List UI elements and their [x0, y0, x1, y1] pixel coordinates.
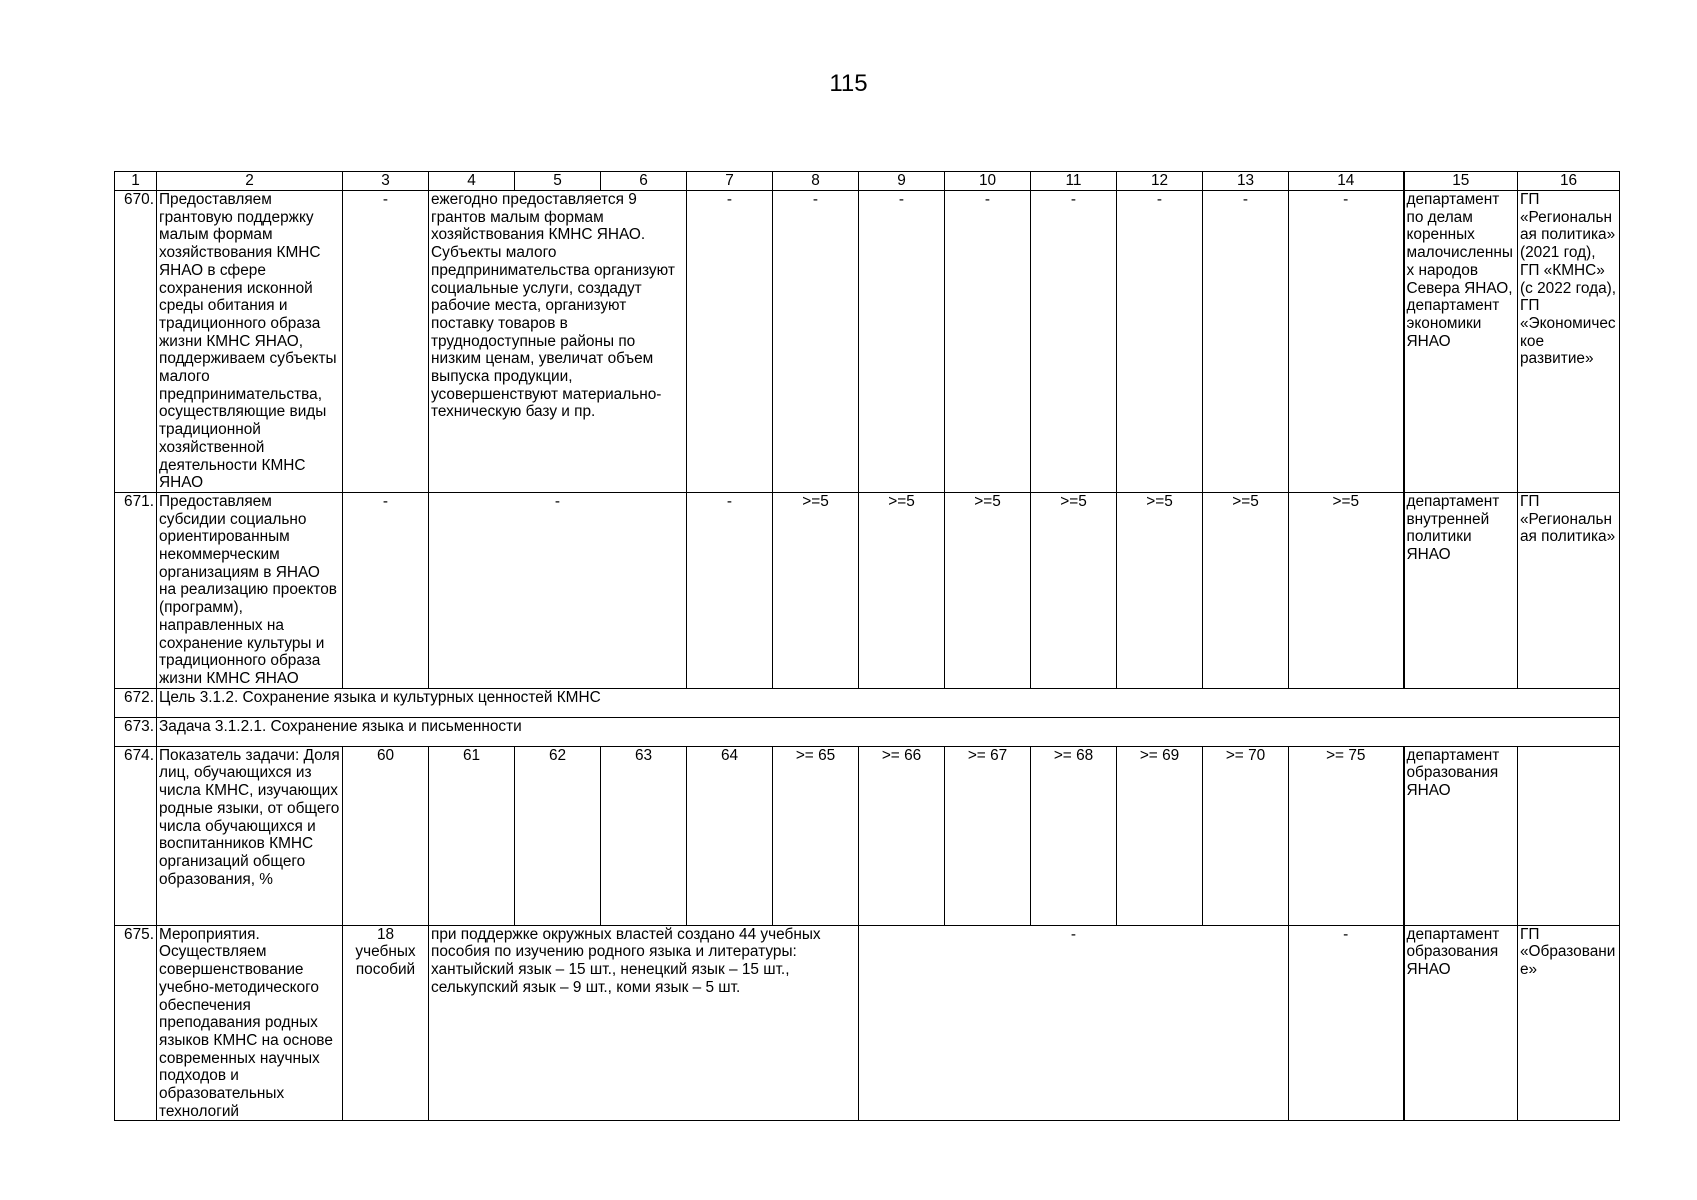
- cell-col9: -: [859, 191, 945, 493]
- cell-col8: >= 65: [773, 746, 859, 925]
- header-cell: 14: [1289, 172, 1404, 191]
- header-cell: 12: [1117, 172, 1203, 191]
- cell-col12: >=5: [1117, 492, 1203, 688]
- header-row: [115, 172, 1620, 191]
- cell-col14: >=5: [1289, 492, 1404, 688]
- state-program: ГП «Региональная политика»: [1518, 492, 1620, 688]
- cell-col4-6: ежегодно предоставляется 9 грантов малым формам хозяйствования КМНС ЯНАО. Субъекты малого предпринимательства организуют социальные услуги, создадут рабочие места, организуют поставку товаров в труднодоступные районы по низким ценам, увеличат объем выпуска продукции, усовершенствуют материально-техническую базу и пр.: [429, 191, 687, 493]
- cell-col13: >= 70: [1203, 746, 1289, 925]
- row-number: 671.: [115, 492, 157, 688]
- header-cell: 9: [859, 172, 945, 191]
- row-number: 672.: [115, 688, 157, 717]
- cell-col4-6: -: [429, 492, 687, 688]
- header-cell: 6: [601, 172, 687, 191]
- header-cell: 15: [1404, 172, 1518, 191]
- cell-col12: >= 69: [1117, 746, 1203, 925]
- cell-col3: -: [343, 492, 429, 688]
- table-row: [115, 492, 1620, 688]
- header-cell: 4: [429, 172, 515, 191]
- row-number: 675.: [115, 925, 157, 1121]
- table-row: [115, 925, 1620, 1121]
- goal-text: Цель 3.1.2. Сохранение языка и культурных ценностей КМНС: [157, 688, 1620, 717]
- header-cell: 5: [515, 172, 601, 191]
- row-number: 673.: [115, 717, 157, 746]
- cell-col8: >=5: [773, 492, 859, 688]
- cell-col3: -: [343, 191, 429, 493]
- table-row: [115, 746, 1620, 925]
- indicator-table: [114, 171, 1620, 1121]
- state-program: ГП «Региональная политика» (2021 год), ГП «КМНС» (с 2022 года), ГП «Экономическое развитие»: [1518, 191, 1620, 493]
- page-number: 115: [829, 70, 868, 97]
- state-program: ГП «Образование»: [1518, 925, 1620, 1121]
- cell-col13: >=5: [1203, 492, 1289, 688]
- cell-col11: >=5: [1031, 492, 1117, 688]
- responsible-department: департамент внутренней политики ЯНАО: [1404, 492, 1518, 688]
- header-cell: 16: [1518, 172, 1620, 191]
- cell-col8: -: [773, 191, 859, 493]
- cell-col3: 18 учебных пособий: [343, 925, 429, 1121]
- cell-col7: -: [687, 492, 773, 688]
- cell-col9: >= 66: [859, 746, 945, 925]
- cell-col7: 64: [687, 746, 773, 925]
- cell-col10: -: [945, 191, 1031, 493]
- cell-col6: 63: [601, 746, 687, 925]
- cell-col12: -: [1117, 191, 1203, 493]
- cell-col14: >= 75: [1289, 746, 1404, 925]
- indicator-name: Показатель задачи: Доля лиц, обучающихся из числа КМНС, изучающих родные языки, от общего числа обучающихся и воспитанников КМНС организаций общего образования, %: [157, 746, 343, 925]
- responsible-department: департамент образования ЯНАО: [1404, 925, 1518, 1121]
- header-cell: 3: [343, 172, 429, 191]
- cell-col11: >= 68: [1031, 746, 1117, 925]
- cell-col4: 61: [429, 746, 515, 925]
- task-text: Задача 3.1.2.1. Сохранение языка и письменности: [157, 717, 1620, 746]
- cell-col13: -: [1203, 191, 1289, 493]
- cell-col9-13: -: [859, 925, 1289, 1121]
- cell-col14: -: [1289, 191, 1404, 493]
- header-cell: 8: [773, 172, 859, 191]
- responsible-department: департамент образования ЯНАО: [1404, 746, 1518, 925]
- cell-col14: -: [1289, 925, 1404, 1121]
- header-cell: 11: [1031, 172, 1117, 191]
- cell-col10: >=5: [945, 492, 1031, 688]
- cell-col7: -: [687, 191, 773, 493]
- table-row: [115, 191, 1620, 493]
- responsible-department: департамент по делам коренных малочисленных народов Севера ЯНАО, департамент экономики ЯНАО: [1404, 191, 1518, 493]
- header-cell: 7: [687, 172, 773, 191]
- cell-col10: >= 67: [945, 746, 1031, 925]
- goal-row: [115, 688, 1620, 717]
- cell-col4-8: при поддержке окружных властей создано 44 учебных пособия по изучению родного языка и литературы: хантыйский язык – 15 шт., ненецкий язык – 15 шт., селькупский язык – 9 шт., коми язык – 5 шт.: [429, 925, 859, 1121]
- row-number: 670.: [115, 191, 157, 493]
- header-cell: 10: [945, 172, 1031, 191]
- cell-col9: >=5: [859, 492, 945, 688]
- measure-name: Мероприятия. Осуществляем совершенствование учебно-методического обеспечения преподавания родных языков КМНС на основе современных научных подходов и образовательных технологий: [157, 925, 343, 1121]
- cell-col5: 62: [515, 746, 601, 925]
- measure-name: Предоставляем субсидии социально ориентированным некоммерческим организациям в ЯНАО на реализацию проектов (программ), направленных на сохранение культуры и традиционного образа жизни КМНС ЯНАО: [157, 492, 343, 688]
- state-program: [1518, 746, 1620, 925]
- cell-col3: 60: [343, 746, 429, 925]
- cell-col11: -: [1031, 191, 1117, 493]
- row-number: 674.: [115, 746, 157, 925]
- header-cell: 1: [115, 172, 157, 191]
- header-cell: 13: [1203, 172, 1289, 191]
- task-row: [115, 717, 1620, 746]
- measure-name: Предоставляем грантовую поддержку малым формам хозяйствования КМНС ЯНАО в сфере сохранения исконной среды обитания и традиционного образа жизни КМНС ЯНАО, поддерживаем субъекты малого предпринимательства, осуществляющие виды традиционной хозяйственной деятельности КМНС ЯНАО: [157, 191, 343, 493]
- header-cell: 2: [157, 172, 343, 191]
